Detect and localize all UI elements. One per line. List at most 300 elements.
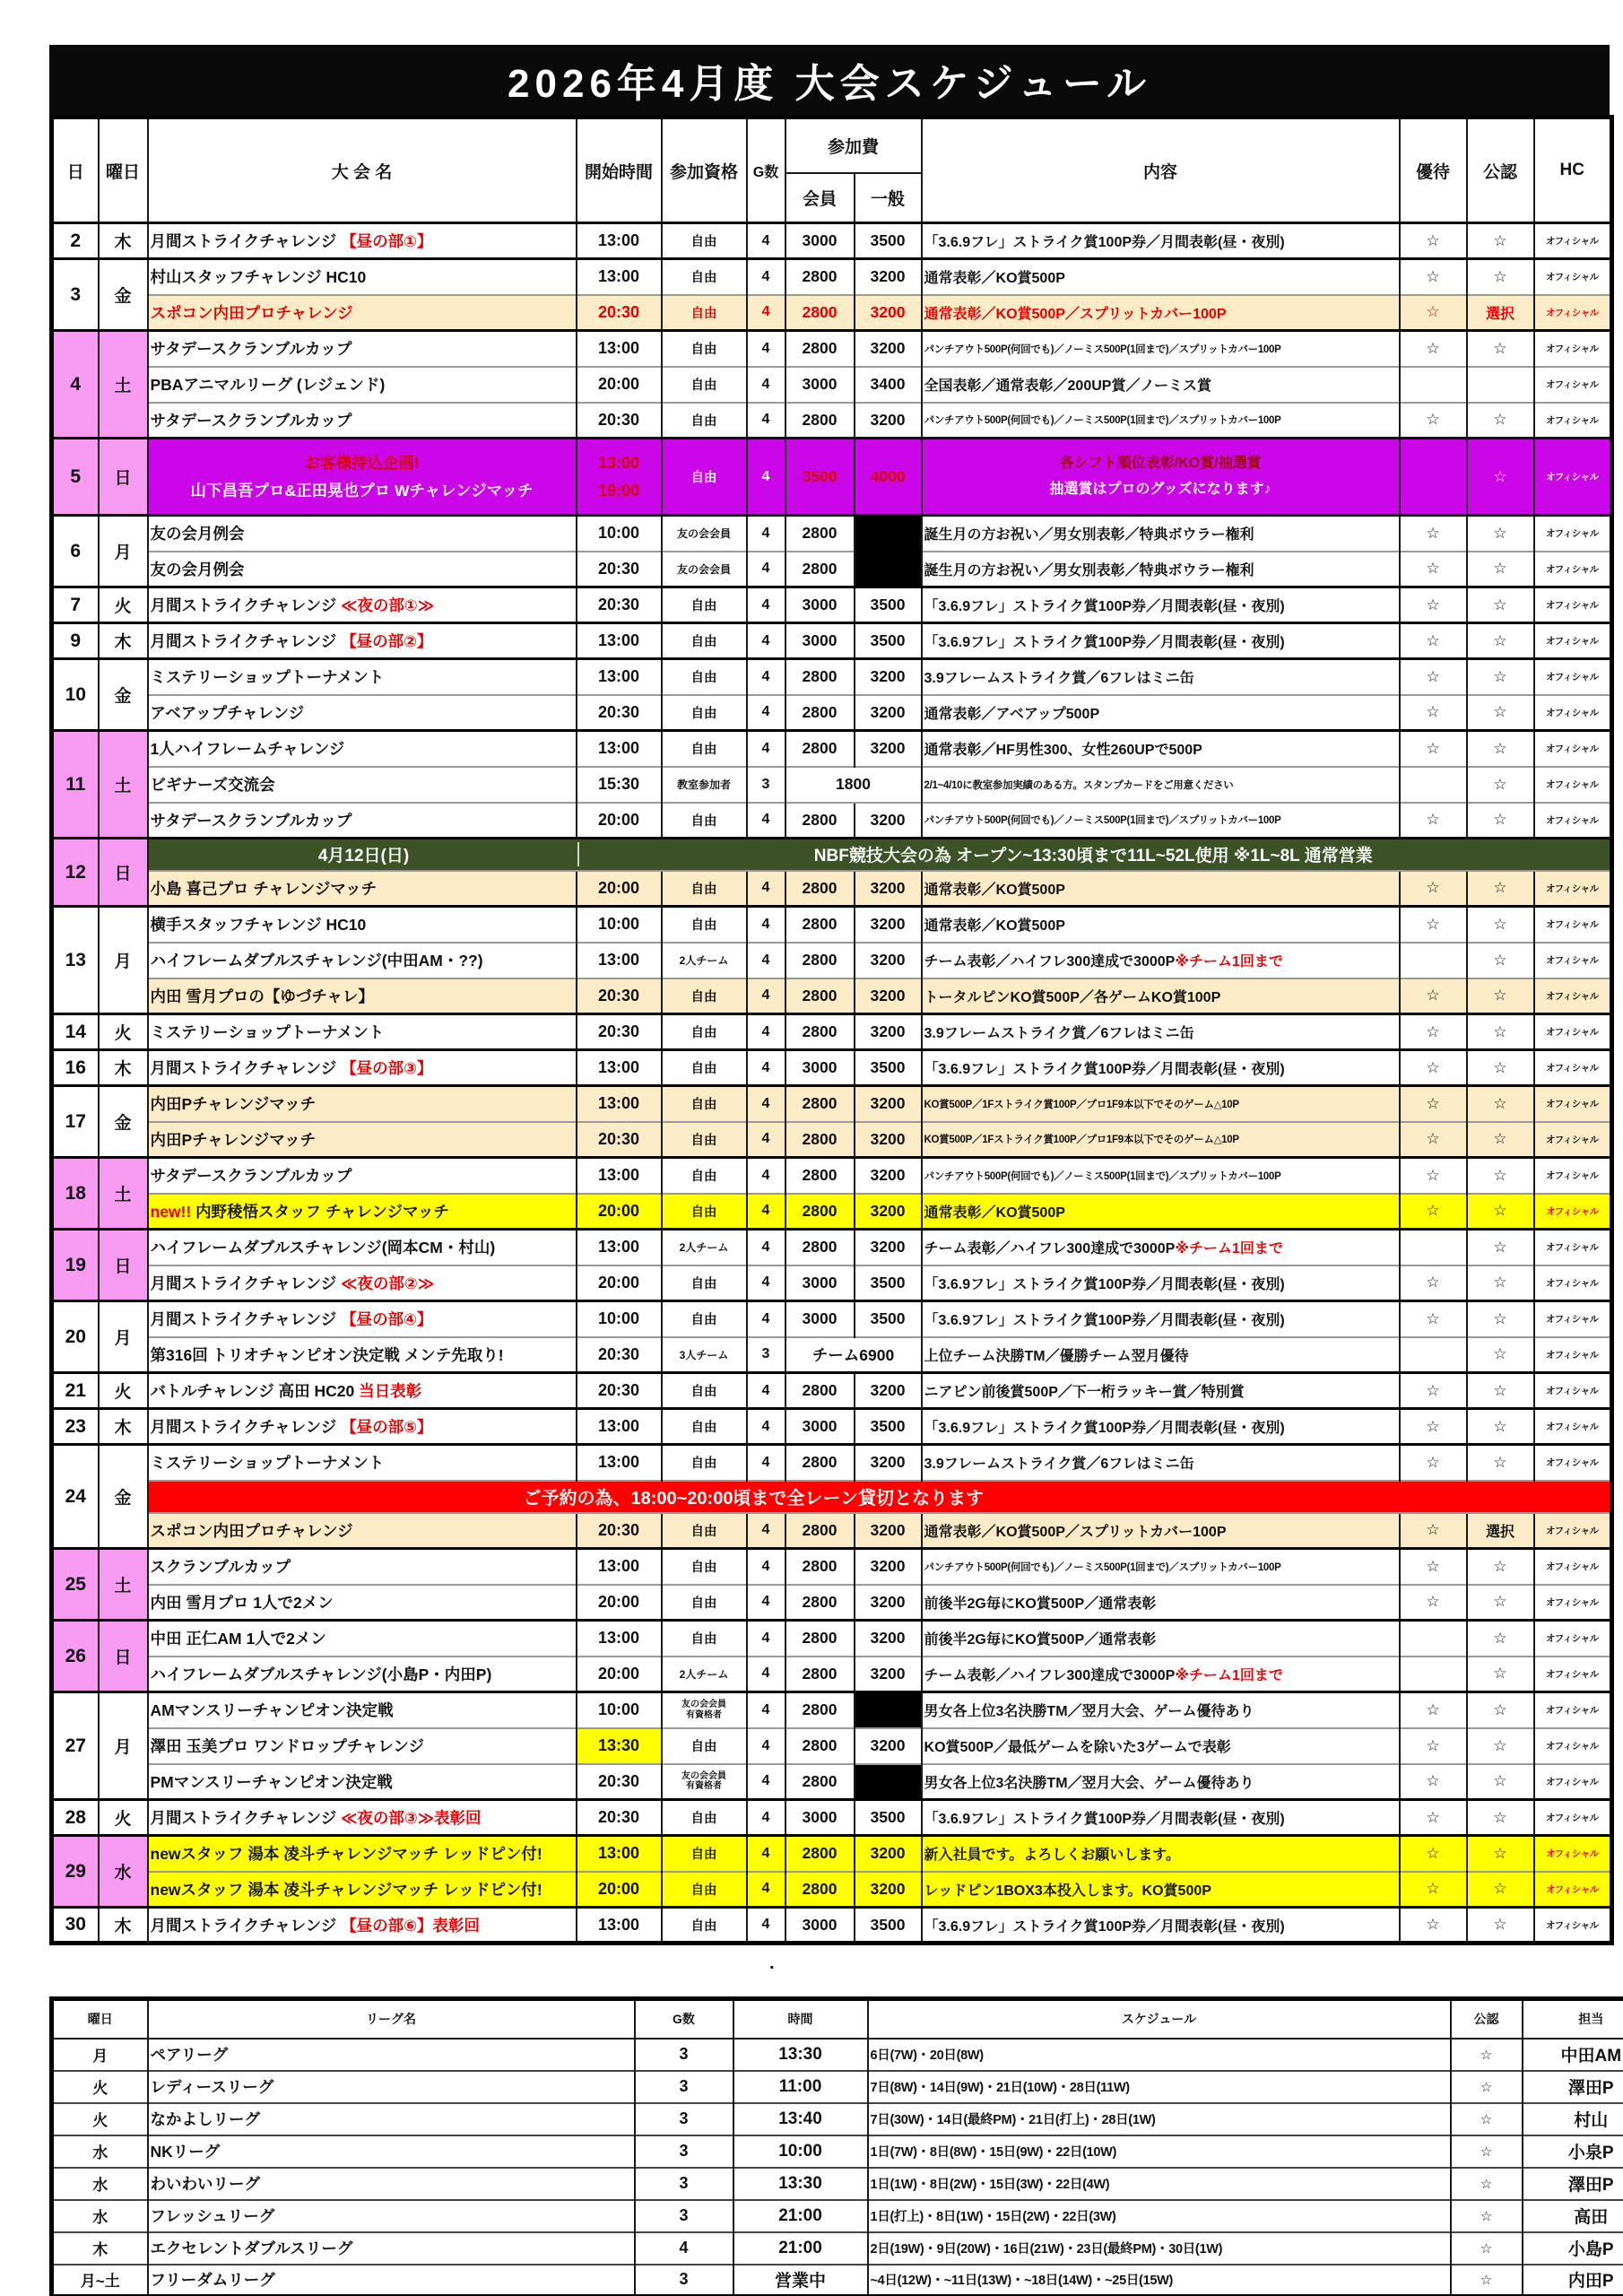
table-row	[52, 1050, 1612, 1086]
dow-cell: 木	[99, 1409, 148, 1445]
content: 前後半2G毎にKO賞500P／通常表彰	[922, 1585, 1400, 1621]
games-count: 4	[747, 907, 785, 943]
day-cell: 26	[52, 1621, 99, 1692]
hc-label: オフィシャル	[1534, 1692, 1612, 1728]
day-group-24	[52, 1445, 1612, 1549]
content: 「3.6.9フレ」ストライク賞100P券／月間表彰(昼・夜別)	[922, 623, 1400, 659]
konin-star: 選択	[1467, 295, 1534, 331]
fee-member: 3000	[785, 1050, 855, 1086]
qualification: 自由	[662, 1728, 747, 1764]
day-cell: 18	[52, 1158, 99, 1230]
qualification: 教室参加者	[662, 767, 747, 803]
league-col-header: 曜日	[52, 1999, 148, 2039]
konin-star: ☆	[1467, 552, 1534, 587]
hc-label: オフィシャル	[1534, 1872, 1612, 1908]
qualification: 自由	[662, 331, 747, 367]
league-tanto: 澤田P	[1523, 2168, 1623, 2200]
event-name: スポコン内田プロチャレンジ	[148, 1513, 577, 1549]
hc-label: オフィシャル	[1534, 1728, 1612, 1764]
hc-label: オフィシャル	[1534, 871, 1612, 907]
qualification: 自由	[662, 659, 747, 695]
league-tanto: 中田AM	[1523, 2039, 1623, 2071]
league-time: 21:00	[733, 2232, 868, 2265]
start-time: 13:00	[577, 1230, 662, 1265]
games-count: 4	[747, 1445, 785, 1481]
col-header-konin: 公認	[1467, 117, 1534, 223]
qualification: 自由	[662, 978, 747, 1014]
content: 前後半2G毎にKO賞500P／通常表彰	[922, 1621, 1400, 1657]
games-count: 3	[747, 767, 785, 803]
dow-cell: 月	[99, 1301, 148, 1373]
league-games: 4	[635, 2232, 733, 2265]
league-time: 21:00	[733, 2200, 868, 2232]
dow-cell: 月	[99, 516, 148, 587]
fee-general: 3500	[855, 1908, 922, 1944]
yutai-star: ☆	[1400, 1513, 1467, 1549]
league-konin-star: ☆	[1451, 2039, 1523, 2071]
table-row	[52, 1409, 1612, 1445]
event-name: 澤田 玉美プロ ワンドロップチャレンジ	[148, 1728, 577, 1764]
day-cell: 21	[52, 1373, 99, 1409]
table-row	[52, 1621, 1612, 1657]
yutai-star: ☆	[1400, 1373, 1467, 1409]
event-name: ミステリーショップトーナメント	[148, 659, 577, 695]
fee-member: 2800	[785, 1513, 855, 1549]
league-games: 3	[635, 2039, 733, 2071]
content: 「3.6.9フレ」ストライク賞100P券／月間表彰(昼・夜別)	[922, 1050, 1400, 1086]
hc-label: オフィシャル	[1534, 767, 1612, 803]
yutai-star: ☆	[1400, 1836, 1467, 1872]
league-schedule: 6日(7W)・20日(8W)	[868, 2039, 1451, 2071]
games-count: 4	[747, 552, 785, 587]
league-games: 3	[635, 2071, 733, 2103]
hc-label: オフィシャル	[1534, 695, 1612, 731]
fee-member: 3000	[785, 1265, 855, 1301]
table-row	[52, 1513, 1612, 1549]
dow-cell: 火	[99, 1373, 148, 1409]
yutai-star: ☆	[1400, 1872, 1467, 1908]
yutai-star: ☆	[1400, 1122, 1467, 1158]
event-name: サタデースクランブルカップ	[148, 331, 577, 367]
table-row	[52, 1014, 1612, 1050]
konin-star: ☆	[1467, 1764, 1534, 1800]
konin-star: ☆	[1467, 1657, 1534, 1692]
event-name: 月間ストライクチャレンジ ≪夜の部①≫	[148, 587, 577, 623]
content: トータルピンKO賞500P／各ゲームKO賞100P	[922, 978, 1400, 1014]
day-group-16	[52, 1050, 1612, 1086]
dow-cell: 土	[99, 331, 148, 439]
qualification: 自由	[662, 1301, 747, 1337]
konin-star: ☆	[1467, 1014, 1534, 1050]
games-count: 4	[747, 587, 785, 623]
qualification: 自由	[662, 1050, 747, 1086]
konin-star: ☆	[1467, 223, 1534, 259]
qualification: 自由	[662, 259, 747, 295]
league-col-header: 公認	[1451, 1999, 1523, 2039]
event-name: PBAアニマルリーグ (レジェンド)	[148, 367, 577, 403]
event-name: ミステリーショップトーナメント	[148, 1445, 577, 1481]
event-name: お客様持込企画! 山下昌吾プロ&正田晃也プロ Wチャレンジマッチ	[148, 439, 577, 516]
start-time: 20:30	[577, 695, 662, 731]
games-count: 4	[747, 1158, 785, 1194]
fee-merged: 1800	[785, 767, 922, 803]
fee-member: 2800	[785, 659, 855, 695]
games-count: 4	[747, 978, 785, 1014]
qualification: 友の会会員 有資格者	[662, 1692, 747, 1728]
games-count: 4	[747, 1800, 785, 1836]
table-row	[52, 1728, 1612, 1764]
league-name: なかよしリーグ	[148, 2103, 635, 2135]
konin-star: ☆	[1467, 767, 1534, 803]
start-time: 10:00	[577, 1301, 662, 1337]
day-group-27	[52, 1692, 1612, 1800]
league-col-header: スケジュール	[868, 1999, 1451, 2039]
start-time: 13:00	[577, 1445, 662, 1481]
yutai-star: ☆	[1400, 978, 1467, 1014]
yutai-star: ☆	[1400, 1050, 1467, 1086]
yutai-star: ☆	[1400, 331, 1467, 367]
konin-star	[1467, 367, 1534, 403]
fee-member: 2800	[785, 1585, 855, 1621]
start-time: 13:00	[577, 1086, 662, 1122]
content: KO賞500P／1Fストライク賞100P／プロ1F9本以下でそのゲーム△10P	[922, 1086, 1400, 1122]
start-time: 20:30	[577, 1014, 662, 1050]
fee-member: 2800	[785, 978, 855, 1014]
qualification: 自由	[662, 623, 747, 659]
day-group-26	[52, 1621, 1612, 1692]
konin-star: ☆	[1467, 516, 1534, 552]
start-time: 13:00	[577, 623, 662, 659]
day-cell: 19	[52, 1230, 99, 1301]
yutai-star: ☆	[1400, 403, 1467, 439]
day-group-10	[52, 659, 1612, 731]
yutai-star: ☆	[1400, 659, 1467, 695]
day-cell: 13	[52, 907, 99, 1014]
fee-member: 2800	[785, 1086, 855, 1122]
day-group-29	[52, 1836, 1612, 1908]
start-time: 20:00	[577, 1585, 662, 1621]
games-count: 4	[747, 731, 785, 767]
day-group-2	[52, 223, 1612, 259]
fee-general: 3500	[855, 223, 922, 259]
league-time: 13:30	[733, 2039, 868, 2071]
event-name: 友の会月例会	[148, 516, 577, 552]
hc-label: オフィシャル	[1534, 1585, 1612, 1621]
fee-general: 3200	[855, 978, 922, 1014]
hc-label: オフィシャル	[1534, 1409, 1612, 1445]
league-schedule: ~4日(12W)・~11日(13W)・~18日(14W)・~25日(15W)	[868, 2265, 1451, 2296]
yutai-star	[1400, 367, 1467, 403]
hc-label: オフィシャル	[1534, 1337, 1612, 1373]
qualification: 自由	[662, 1086, 747, 1122]
league-time: 10:00	[733, 2135, 868, 2168]
content: 通常表彰／KO賞500P	[922, 1194, 1400, 1230]
content: 男女各上位3名決勝TM／翌月大会、ゲーム優待あり	[922, 1692, 1400, 1728]
col-header-qual: 参加資格	[662, 117, 747, 223]
league-dow: 水	[52, 2135, 148, 2168]
table-row	[52, 1692, 1612, 1728]
konin-star: ☆	[1467, 1692, 1534, 1728]
fee-member: 3000	[785, 1908, 855, 1944]
league-games: 3	[635, 2103, 733, 2135]
day-group-6	[52, 516, 1612, 587]
content: 上位チーム決勝TM／優勝チーム翌月優待	[922, 1337, 1400, 1373]
day-group-28	[52, 1800, 1612, 1836]
table-row	[52, 1373, 1612, 1409]
table-row	[52, 1908, 1612, 1944]
fee-general: 3200	[855, 1122, 922, 1158]
konin-star: ☆	[1467, 907, 1534, 943]
start-time: 15:30	[577, 767, 662, 803]
fee-general: 3400	[855, 367, 922, 403]
qualification: 3人チーム	[662, 1337, 747, 1373]
event-name: new!! 内野稜悟スタッフ チャレンジマッチ	[148, 1194, 577, 1230]
table-row	[52, 439, 1612, 516]
games-count: 4	[747, 1836, 785, 1872]
league-dow: 月~土	[52, 2265, 148, 2296]
fee-member: 3000	[785, 1409, 855, 1445]
games-count: 4	[747, 803, 785, 839]
konin-star: ☆	[1467, 1086, 1534, 1122]
league-schedule: 1日(7W)・8日(8W)・15日(9W)・22日(10W)	[868, 2135, 1451, 2168]
event-name: サタデースクランブルカップ	[148, 803, 577, 839]
table-row	[52, 659, 1612, 695]
hc-label: オフィシャル	[1534, 1122, 1612, 1158]
fee-general-blackout	[855, 1692, 922, 1728]
table-row	[52, 516, 1612, 552]
hc-label: オフィシャル	[1534, 978, 1612, 1014]
yutai-star: ☆	[1400, 1301, 1467, 1337]
dow-cell: 木	[99, 623, 148, 659]
league-schedule: 1日(打上)・8日(1W)・15日(2W)・22日(3W)	[868, 2200, 1451, 2232]
yutai-star: ☆	[1400, 731, 1467, 767]
fee-member: 2800	[785, 695, 855, 731]
konin-star: ☆	[1467, 1337, 1534, 1373]
league-schedule-table	[49, 1996, 1623, 2296]
league-name: エクセレントダブルスリーグ	[148, 2232, 635, 2265]
start-time: 13:00	[577, 1158, 662, 1194]
day-group-19	[52, 1230, 1612, 1301]
content: 全国表彰／通常表彰／200UP賞／ノーミス賞	[922, 367, 1400, 403]
yutai-star: ☆	[1400, 1445, 1467, 1481]
content: 誕生月の方お祝い／男女別表彰／特典ボウラー権利	[922, 552, 1400, 587]
fee-general: 3500	[855, 1265, 922, 1301]
fee-merged: チーム6900	[785, 1337, 922, 1373]
league-konin-star: ☆	[1451, 2265, 1523, 2296]
start-time: 13:00	[577, 1409, 662, 1445]
content: 3.9フレームストライク賞／6フレはミニ缶	[922, 1445, 1400, 1481]
league-schedule: 2日(19W)・9日(20W)・16日(21W)・23日(最終PM)・30日(1W)	[868, 2232, 1451, 2265]
games-count: 4	[747, 943, 785, 978]
fee-general: 3200	[855, 331, 922, 367]
separator-dot: .	[769, 1953, 775, 1973]
games-count: 3	[747, 1337, 785, 1373]
start-time: 13:00	[577, 731, 662, 767]
games-count: 4	[747, 695, 785, 731]
day-group-14	[52, 1014, 1612, 1050]
qualification: 自由	[662, 1445, 747, 1481]
yutai-star: ☆	[1400, 1692, 1467, 1728]
table-row	[52, 839, 1612, 871]
hc-label: オフィシャル	[1534, 1194, 1612, 1230]
hc-label: オフィシャル	[1534, 1230, 1612, 1265]
notice-banner-red: ご予約の為、18:00~20:00頃まで全レーン貸切となります	[148, 1481, 1612, 1513]
day-group-7	[52, 587, 1612, 623]
league-col-header: 時間	[733, 1999, 868, 2039]
games-count: 4	[747, 1549, 785, 1585]
games-count: 4	[747, 1621, 785, 1657]
col-header-yutai: 優待	[1400, 117, 1467, 223]
event-name: 月間ストライクチャレンジ 【昼の部③】	[148, 1050, 577, 1086]
games-count: 4	[747, 659, 785, 695]
konin-star: ☆	[1467, 1409, 1534, 1445]
hc-label: オフィシャル	[1534, 403, 1612, 439]
start-time: 20:00	[577, 871, 662, 907]
content: パンチアウト500P(何回でも)／ノーミス500P(1回まで)／スプリットカバー100P	[922, 403, 1400, 439]
event-name: バトルチャレンジ 高田 HC20 当日表彰	[148, 1373, 577, 1409]
games-count: 4	[747, 1014, 785, 1050]
fee-member: 2800	[785, 803, 855, 839]
yutai-star: ☆	[1400, 552, 1467, 587]
fee-member: 2800	[785, 1764, 855, 1800]
col-header-fee-general: 一般	[855, 173, 922, 223]
table-row	[52, 295, 1612, 331]
games-count: 4	[747, 1513, 785, 1549]
dow-cell: 金	[99, 1086, 148, 1158]
table-row	[52, 803, 1612, 839]
dow-cell: 日	[99, 839, 148, 907]
content: パンチアウト500P(何回でも)／ノーミス500P(1回まで)／スプリットカバー100P	[922, 1549, 1400, 1585]
table-row	[52, 223, 1612, 259]
hc-label: オフィシャル	[1534, 223, 1612, 259]
league-name: フレッシュリーグ	[148, 2200, 635, 2232]
start-time: 20:30	[577, 587, 662, 623]
qualification: 自由	[662, 731, 747, 767]
table-row	[52, 1836, 1612, 1872]
fee-member: 2800	[785, 731, 855, 767]
dow-cell: 火	[99, 1014, 148, 1050]
start-time: 10:00	[577, 516, 662, 552]
fee-general: 3200	[855, 403, 922, 439]
start-time: 20:30	[577, 1800, 662, 1836]
day-cell: 24	[52, 1445, 99, 1549]
fee-general: 3200	[855, 1513, 922, 1549]
event-name: 月間ストライクチャレンジ 【昼の部②】	[148, 623, 577, 659]
start-time: 13:00 19:00	[577, 439, 662, 516]
table-row	[52, 907, 1612, 943]
fee-member: 2800	[785, 1836, 855, 1872]
start-time: 13:00	[577, 659, 662, 695]
content: 「3.6.9フレ」ストライク賞100P券／月間表彰(昼・夜別)	[922, 587, 1400, 623]
qualification: 自由	[662, 367, 747, 403]
hc-label: オフィシャル	[1534, 907, 1612, 943]
col-header-dow: 曜日	[99, 117, 148, 223]
event-name: サタデースクランブルカップ	[148, 403, 577, 439]
hc-label: オフィシャル	[1534, 552, 1612, 587]
yutai-star: ☆	[1400, 1014, 1467, 1050]
league-games: 3	[635, 2135, 733, 2168]
hc-label: オフィシャル	[1534, 659, 1612, 695]
konin-star: ☆	[1467, 1301, 1534, 1337]
qualification: 自由	[662, 1908, 747, 1944]
league-col-header: 担当	[1523, 1999, 1623, 2039]
table-row	[52, 552, 1612, 587]
konin-star: ☆	[1467, 1373, 1534, 1409]
league-name: ペアリーグ	[148, 2039, 635, 2071]
fee-member: 2800	[785, 871, 855, 907]
games-count: 4	[747, 1409, 785, 1445]
games-count: 4	[747, 1122, 785, 1158]
fee-member: 2800	[785, 1692, 855, 1728]
content: パンチアウト500P(何回でも)／ノーミス500P(1回まで)／スプリットカバー100P	[922, 331, 1400, 367]
games-count: 4	[747, 1050, 785, 1086]
col-header-hc: HC	[1534, 117, 1612, 223]
konin-star: ☆	[1467, 1621, 1534, 1657]
games-count: 4	[747, 1265, 785, 1301]
start-time: 20:30	[577, 1764, 662, 1800]
content: 通常表彰／KO賞500P／スプリットカバー100P	[922, 295, 1400, 331]
fee-general: 3200	[855, 1194, 922, 1230]
konin-star: ☆	[1467, 978, 1534, 1014]
content: チーム表彰／ハイフレ300達成で3000P※チーム1回まで	[922, 1230, 1400, 1265]
event-name: ミステリーショップトーナメント	[148, 1014, 577, 1050]
fee-general: 3200	[855, 1445, 922, 1481]
league-tanto: 内田P	[1523, 2265, 1623, 2296]
qualification: 自由	[662, 223, 747, 259]
event-name: ハイフレームダブルスチャレンジ(中田AM・??)	[148, 943, 577, 978]
table-row	[52, 695, 1612, 731]
content: 誕生月の方お祝い／男女別表彰／特典ボウラー権利	[922, 516, 1400, 552]
league-konin-star: ☆	[1451, 2200, 1523, 2232]
qualification: 自由	[662, 1409, 747, 1445]
content: 男女各上位3名決勝TM／翌月大会、ゲーム優待あり	[922, 1764, 1400, 1800]
day-cell: 9	[52, 623, 99, 659]
event-name: 1人ハイフレームチャレンジ	[148, 731, 577, 767]
col-header-games: G数	[747, 117, 785, 223]
table-row	[52, 1122, 1612, 1158]
content: パンチアウト500P(何回でも)／ノーミス500P(1回まで)／スプリットカバー100P	[922, 803, 1400, 839]
day-group-13	[52, 907, 1612, 1014]
table-row	[52, 767, 1612, 803]
yutai-star: ☆	[1400, 695, 1467, 731]
yutai-star: ☆	[1400, 1585, 1467, 1621]
dow-cell: 土	[99, 1549, 148, 1621]
games-count: 4	[747, 516, 785, 552]
league-row	[52, 2071, 1623, 2103]
konin-star: ☆	[1467, 1800, 1534, 1836]
qualification: 自由	[662, 1800, 747, 1836]
games-count: 4	[747, 623, 785, 659]
qualification: 自由	[662, 1872, 747, 1908]
day-group-30	[52, 1908, 1612, 1944]
start-time: 20:30	[577, 1373, 662, 1409]
table-row	[52, 623, 1612, 659]
fee-member: 2800	[785, 552, 855, 587]
content: 通常表彰／KO賞500P	[922, 871, 1400, 907]
content: 「3.6.9フレ」ストライク賞100P券／月間表彰(昼・夜別)	[922, 1409, 1400, 1445]
hc-label: オフィシャル	[1534, 1086, 1612, 1122]
start-time: 20:30	[577, 295, 662, 331]
dow-cell: 月	[99, 907, 148, 1014]
day-group-17	[52, 1086, 1612, 1158]
event-name: 月間ストライクチャレンジ 【昼の部⑤】	[148, 1409, 577, 1445]
start-time: 20:00	[577, 367, 662, 403]
league-tanto: 高田	[1523, 2200, 1623, 2232]
league-col-header: G数	[635, 1999, 733, 2039]
konin-star: ☆	[1467, 695, 1534, 731]
content: 「3.6.9フレ」ストライク賞100P券／月間表彰(昼・夜別)	[922, 1301, 1400, 1337]
day-group-20	[52, 1301, 1612, 1373]
